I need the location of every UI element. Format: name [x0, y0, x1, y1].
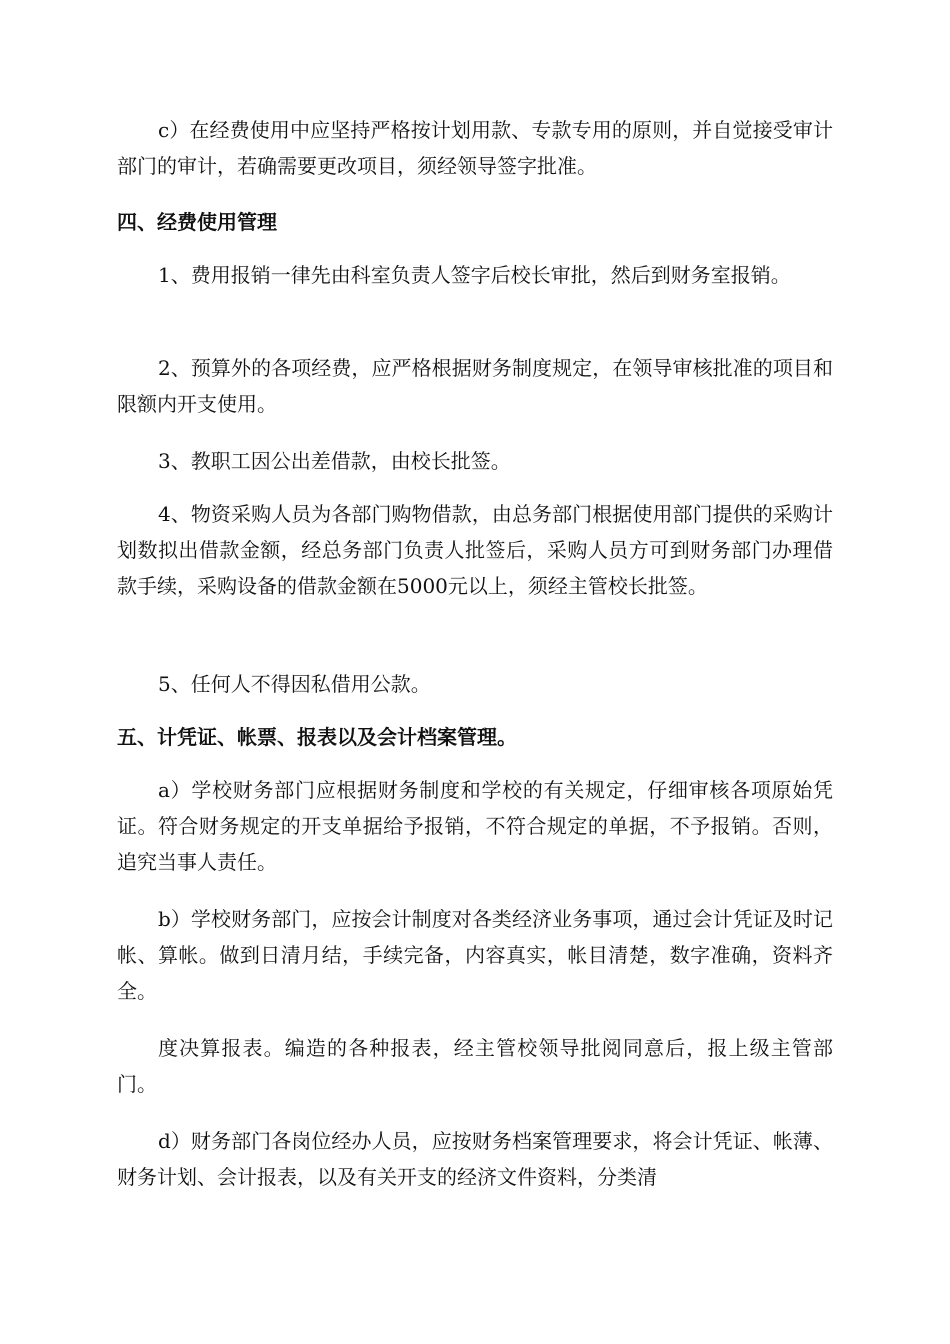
paragraph-item-1: 1、费用报销一律先由科室负责人签字后校长审批，然后到财务室报销。: [158, 263, 791, 287]
section-heading-expense-management: 四、经费使用管理: [117, 210, 277, 234]
section-heading-voucher-archive: 五、计凭证、帐票、报表以及会计档案管理。: [117, 725, 517, 749]
paragraph-a-voucher-review: a）学校财务部门应根据财务制度和学校的有关规定，仔细审核各项原始凭证。符合财务规定的开支单据给予报销，不符合规定的单据，不予报销。否则，追究当事人责任。: [117, 778, 833, 874]
paragraph-d-archive: d）财务部门各岗位经办人员，应按财务档案管理要求，将会计凭证、帐薄、财务计划、会计报表，以及有关开支的经济文件资料，分类清: [117, 1129, 833, 1189]
paragraph-item-3: 3、教职工因公出差借款，由校长批签。: [158, 449, 511, 473]
paragraph-item-2: 2、预算外的各项经费，应严格根据财务制度规定，在领导审核批准的项目和限额内开支使用。: [117, 356, 833, 416]
paragraph-item-5: 5、任何人不得因私借用公款。: [158, 672, 431, 696]
paragraph-c-budget-use: c）在经费使用中应坚持严格按计划用款、专款专用的原则，并自觉接受审计部门的审计，若确需要更改项目，须经领导签字批准。: [117, 118, 833, 178]
paragraph-item-4: 4、物资采购人员为各部门购物借款，由总务部门根据使用部门提供的采购计划数拟出借款金额，经总务部门负责人批签后，采购人员方可到财务部门办理借款手续，采购设备的借款金额在5000元以上，须经主管校长批签。: [117, 502, 833, 598]
paragraph-annual-report: 度决算报表。编造的各种报表，经主管校领导批阅同意后，报上级主管部门。: [117, 1036, 833, 1096]
paragraph-b-bookkeeping: b）学校财务部门，应按会计制度对各类经济业务事项，通过会计凭证及时记帐、算帐。做到日清月结，手续完备，内容真实，帐目清楚，数字准确，资料齐全。: [117, 907, 833, 1003]
